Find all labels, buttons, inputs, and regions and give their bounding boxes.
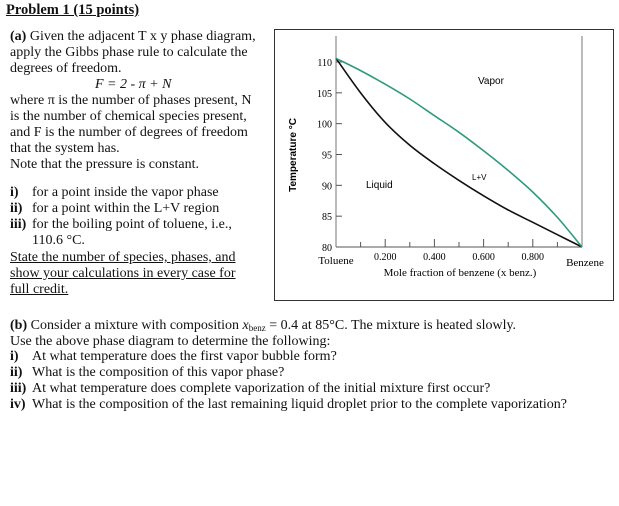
part-b-line-2: Use the above phase diagram to determine the following:: [10, 334, 331, 349]
y-tick-label: 90: [322, 181, 332, 193]
x-tick-label: 0.200: [373, 252, 397, 263]
dew-point-curve: [336, 58, 582, 247]
where-line-1: where π is the number of phases present, N: [10, 93, 252, 108]
instruction-line-2: show your calculations in every case for: [10, 266, 236, 281]
part-a-item-3: iii) for the boiling point of toluene, i.e.,: [10, 217, 232, 232]
part-b-item-3: iii) At what temperature does complete vaporization of the initial mixture first occur?: [10, 381, 491, 396]
y-axis-label: Temperature °C: [288, 118, 299, 192]
x-label-toluene: Toluene: [318, 255, 354, 267]
part-b-line-1: (b) Consider a mixture with composition $x_{benz} = 0.4$ at 85°C. The mixture is heated slowly.: [10, 318, 517, 333]
part-a-line-3: degrees of freedom.: [10, 61, 122, 76]
part-b-item-2: ii) What is the composition of this vapor phase?: [10, 365, 285, 380]
region-label-vapor: Vapor: [478, 76, 504, 87]
y-tick-label: 110: [317, 58, 332, 69]
where-line-5: Note that the pressure is constant.: [10, 157, 199, 172]
part-b-item-1: i) At what temperature does the first vapor bubble form?: [10, 349, 337, 364]
y-tick-label: 105: [317, 88, 332, 100]
part-a-item-1: i) for a point inside the vapor phase: [10, 185, 219, 200]
x-tick-label: 0.800: [521, 252, 545, 263]
problem-title: Problem 1 (15 points): [6, 2, 140, 18]
y-tick-label: 100: [317, 119, 332, 131]
part-a-item-3-cont: 110.6 °C.: [32, 233, 85, 248]
instruction-line-1: State the number of species, phases, and: [10, 250, 236, 265]
x-label-benzene: Benzene: [566, 257, 604, 269]
part-a-item-2: ii) for a point within the L+V region: [10, 201, 220, 216]
part-a-label: (a): [10, 29, 27, 44]
x-tick-label: 0.400: [423, 252, 446, 263]
region-label-liquid: Liquid: [366, 180, 393, 191]
x-axis-label: Mole fraction of benzene (x benz.): [383, 267, 537, 279]
bubble-point-curve: [336, 58, 582, 247]
where-line-3: and F is the number of degrees of freedom: [10, 125, 248, 140]
part-a-line-2: apply the Gibbs phase rule to calculate the: [10, 45, 248, 60]
instruction-line-3: full credit.: [10, 282, 69, 297]
where-line-2: is the number of chemical species present,: [10, 109, 247, 124]
part-a-text: Given the adjacent T x y phase diagram,: [29, 29, 256, 44]
y-tick-label: 80: [322, 243, 332, 254]
y-tick-label: 85: [322, 212, 332, 224]
part-b-item-4: iv) What is the composition of the last remaining liquid droplet prior to the complete vaporization?: [10, 397, 567, 412]
where-line-4: that the system has.: [10, 141, 120, 156]
gibbs-equation: F = 2 - π + N: [95, 77, 172, 92]
y-tick-label: 95: [322, 150, 332, 162]
region-label-lv: L+V: [472, 173, 487, 182]
x-tick-label: 0.600: [472, 252, 495, 263]
